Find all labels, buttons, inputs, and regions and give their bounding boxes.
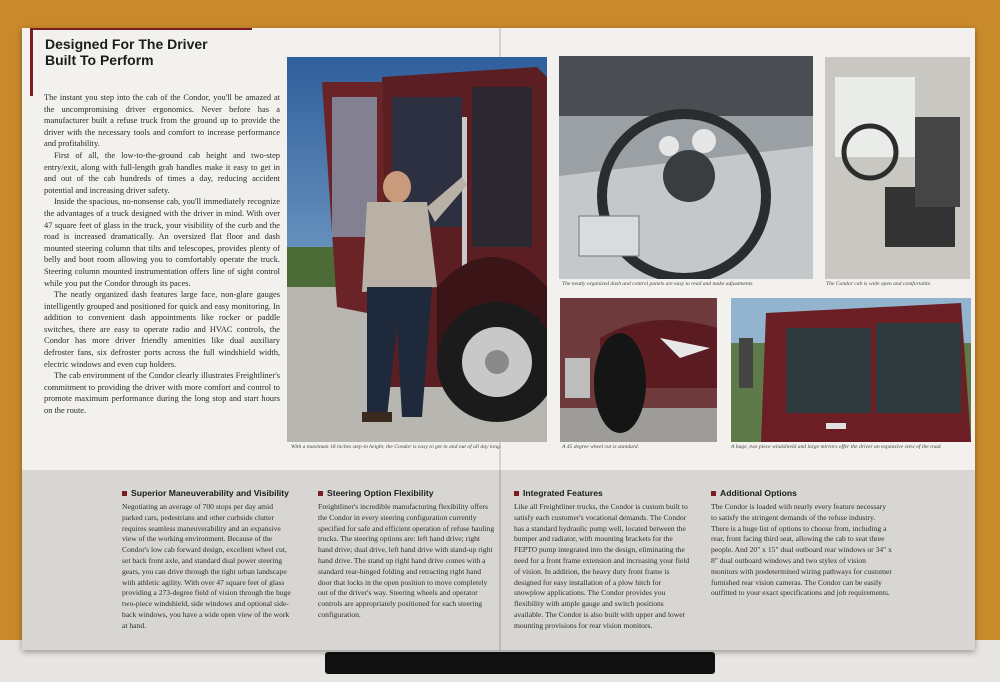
dash-photo-art <box>559 56 813 279</box>
feature-integrated <box>514 488 694 632</box>
headline-rule-top <box>30 28 252 30</box>
cab-photo <box>825 57 970 279</box>
feature-title: Integrated Features <box>523 488 603 498</box>
feature-maneuverability <box>122 488 294 632</box>
intro-text <box>44 92 280 417</box>
driver-photo-art <box>287 57 547 442</box>
intro-paragraph: Inside the spacious, no-nonsense cab, you'll immediately recognize the advantages of a truck designed with the driver in mind. With over 47 square feet of glass in the truck, your visibility of the curb and the road is increased dramatically. An oversized flat floor and dash mounted steering column that tilts and telescopes, provides plenty of belly and boot room allowing you to comfortably operate the truck. Steering column mounted instrumentation offers line of sight control while you put the Condor through its paces. <box>44 197 280 288</box>
intro-paragraph: First of all, the low-to-the-ground cab height and two-step entry/exit, along with full-length grab handles make it easy to get in and out of the cab hundreds of times a day, reducing accident potential and increasing driver safety. <box>44 150 280 195</box>
caption-cab: The Condor cab is wide open and comfortable. <box>826 281 932 287</box>
headline-line-1: Designed For The Driver <box>45 36 208 52</box>
feature-heading <box>711 488 893 498</box>
bullet-icon <box>711 491 716 496</box>
feature-body: Negotiating an average of 700 stops per day amid parked cars, pedestrians and other curbside clutter requires seamless maneuverability and an expansive view of the working environment. Because of the Condor's low cab forward design, excellent wheel cut, set back front axle, and standard dual power steering gears, you can drive through the tight urban landscape with athletic agility. With over 47 square feet of glass providing a 273-degree field of vision through the huge two-piece windshield, side windows and optional side-back windows, you have a wide open view of the work at hand. <box>122 502 291 630</box>
feature-title: Superior Maneuverability and Visibility <box>131 488 289 498</box>
caption-driver: With a maximum 18 inches step-in height, the Condor is easy to get in and out of all day long. <box>291 444 502 450</box>
feature-body: Freightliner's incredible manufacturing flexibility offers the Condor in every steering configuration currently specified for safe and efficient operation of refuse hauling trucks. The steering options are: left hand drive; right hand drive; dual drive, left hand drive with stand-up right hand drive. The stand up right hand drive comes with a standard rear-hinged folding and retracting right hand door that locks in the open position to move completely out of the driver's way. Steering wheels and operator controls are appropriately positioned for each steering configuration. <box>318 502 495 619</box>
headline-rule-left <box>30 28 33 96</box>
binder-bar <box>325 652 715 674</box>
intro-paragraph: The cab environment of the Condor clearly illustrates Freightliner's commitment to providing the driver with more comfort and control to promote maximum performance during the long stop and start hours on the route. <box>44 371 280 416</box>
cab-photo-art <box>825 57 970 279</box>
feature-body: The Condor is loaded with nearly every feature necessary to satisfy the stringent demands of the refuse industry. There is a huge list of options to choose from, including a rear, front facing third seat, allowing the cab to seat three people. And 20" x 15" dual outboard rear windows or 34" x 8" dual outboard windows and two stylex of vision monitors with predetermined wiring pathways for customer furnished rear vision cameras. The Condor can be easily outfitted to your exact specifications and job requirements. <box>711 502 892 598</box>
intro-paragraph: The instant you step into the cab of the Condor, you'll be amazed at the uncompromising driver ergonomics. Never before has a manufacturer built a refuse truck from the ground up to provide the driver with the necessary tools and comfort to increase performance and profitability. <box>44 93 280 149</box>
caption-wheel: A 45 degree wheel cut is standard. <box>562 444 640 450</box>
windshield-photo-art <box>731 298 971 442</box>
feature-heading <box>122 488 294 498</box>
bullet-icon <box>122 491 127 496</box>
driver-photo <box>287 57 547 442</box>
feature-title: Additional Options <box>720 488 797 498</box>
caption-dash: The neatly organized dash and control panels are easy to read and make adjustments. <box>562 281 754 287</box>
intro-paragraph: The neatly organized dash features large face, non-glare gauges intelligently grouped and positioned for quick and easy monitoring. In addition to convenient dash appointments like rocker or paddle switches, there are easy to operate radio and HVAC controls, the Condor has more driver friendly amenities like dual auxiliary defroster fans, six defroster ports across the full windshield width, electric windows and even cup holders. <box>44 290 280 369</box>
headline-line-2: Built To Perform <box>45 52 154 68</box>
wheel-photo <box>560 298 717 442</box>
bullet-icon <box>318 491 323 496</box>
feature-heading <box>318 488 496 498</box>
bullet-icon <box>514 491 519 496</box>
caption-windshield: A huge, two piece windshield and large mirrors offer the driver an expansive view of the road. <box>731 444 942 450</box>
feature-title: Steering Option Flexibility <box>327 488 434 498</box>
feature-heading <box>514 488 694 498</box>
windshield-photo <box>731 298 971 442</box>
headline <box>45 36 265 68</box>
wheel-photo-art <box>560 298 717 442</box>
feature-steering <box>318 488 496 621</box>
feature-body: Like all Freightliner trucks, the Condor is custom built to satisfy each customer's vocational demands. The Condor has a standard hydraulic pump well, located between the bumper and radiator, with mounting brackets for the FEPTO pump integrated into the design, eliminating the need for a front frame extension and increasing your field of vision. In addition, the heavy duty front frame is designed for easy installation of a plow hitch for snowplow applications. The Condor provides you flexibility with ample gauge and switch positions available. The Condor is also built with upper and lower mounting provisions for rear vision monitors. <box>514 502 690 630</box>
dash-photo <box>559 56 813 279</box>
feature-options <box>711 488 893 599</box>
